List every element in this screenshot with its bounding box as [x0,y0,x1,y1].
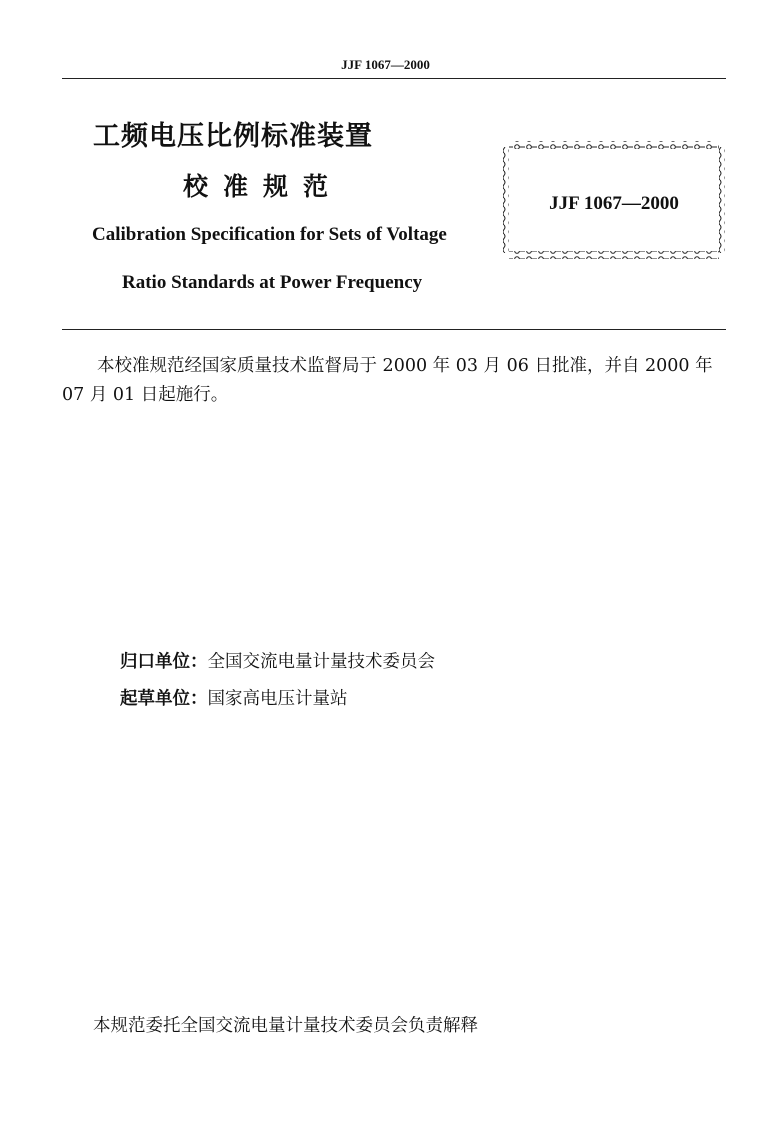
responsible-unit-value: 全国交流电量计量技术委员会 [207,652,435,672]
section-divider [62,329,726,330]
title-chinese: 工频电压比例标准装置 [93,121,373,152]
standard-code-box [501,135,727,265]
title-english-line1: Calibration Specification for Sets of Voltage [92,224,447,245]
title-english-line2: Ratio Standards at Power Frequency [122,272,423,293]
header-standard-code: JJF 1067—2000 [341,57,430,72]
subtitle-chinese: 校准规范 [183,172,344,201]
drafting-unit-label: 起草单位： [120,689,208,709]
approval-statement: 本校准规范经国家质量技术监督局于 2000 年 03 月 06 日批准，并自 2000 年 07 月 01 日起施行。 [62,356,713,405]
drafting-unit-row [120,685,348,710]
standard-code: JJF 1067—2000 [549,193,679,214]
responsible-unit-row [120,648,435,673]
responsible-unit-label: 归口单位： [120,652,208,672]
header-divider [62,78,726,79]
drafting-unit-value: 国家高电压计量站 [207,689,348,709]
interpretation-note: 本规范委托全国交流电量计量技术委员会负责解释 [93,1016,478,1036]
